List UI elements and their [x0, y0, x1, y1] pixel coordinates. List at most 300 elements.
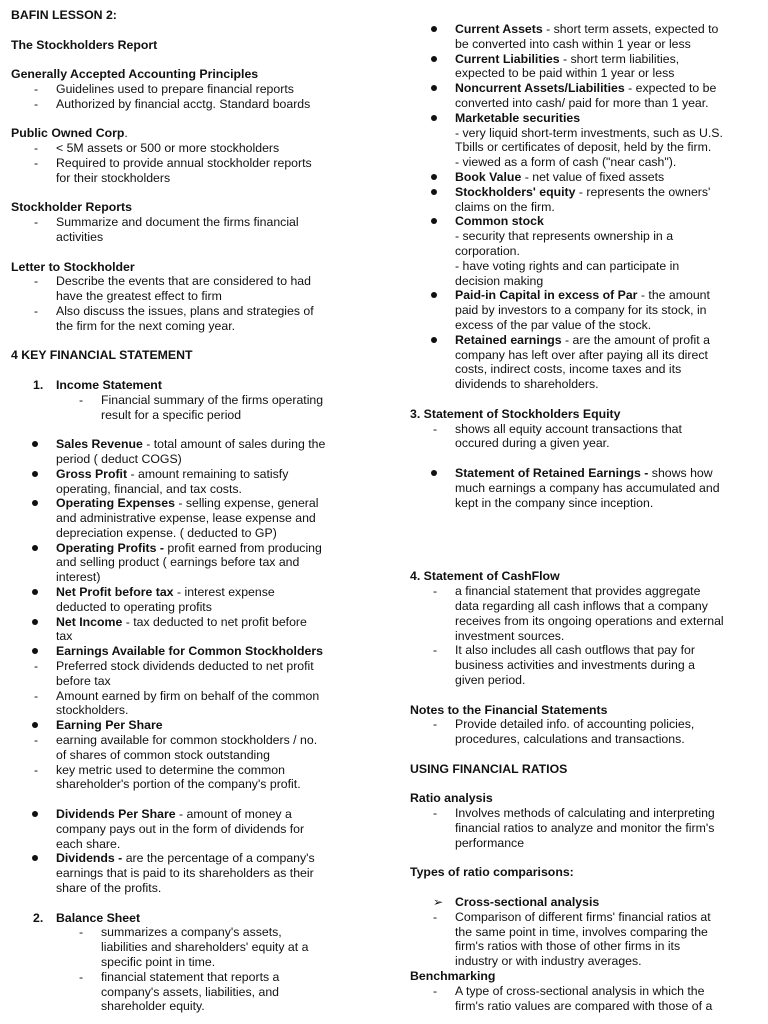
bullet-list-item: [410, 81, 758, 96]
dash-list-item: [11, 763, 363, 778]
dash-marker: -: [433, 584, 438, 599]
bullet-list-item: [410, 214, 758, 229]
continuation-line: [410, 348, 758, 363]
continuation-line: [11, 881, 363, 896]
text: The Stockholders Report: [11, 37, 158, 52]
continuation-line: [410, 436, 758, 451]
list-item-text: before tax: [56, 673, 111, 688]
bullet-list-item: [11, 496, 363, 511]
bullet-icon: [431, 470, 437, 476]
section-heading: [11, 260, 363, 275]
list-item-text: company pays out in the form of dividends for: [56, 821, 305, 836]
definition: - short term assets, expected to: [542, 22, 719, 36]
text: BAFIN LESSON 2:: [11, 8, 117, 22]
list-item-text: decision making: [455, 273, 544, 288]
spacer: [410, 451, 758, 466]
list-item-text: Preferred stock dividends deducted to net profit: [56, 659, 314, 674]
list-item-text: the firm for the next coming year.: [56, 318, 236, 333]
list-item-text: business activities and investments during a: [455, 658, 695, 673]
list-item-text: key metric used to determine the common: [56, 762, 285, 777]
list-item-text: interest): [56, 570, 101, 585]
continuation-line: [11, 555, 363, 570]
term: Dividends Per Share: [56, 807, 176, 822]
continuation-line: [410, 481, 758, 496]
dash-list-item: [11, 393, 363, 408]
list-item-text: performance: [455, 835, 525, 850]
dash-marker: -: [433, 421, 438, 436]
term: Marketable securities: [455, 110, 581, 125]
list-item-text: excess of the par value of the stock.: [455, 317, 652, 332]
list-item-text: Tbills or certificates of deposit, held by the firm.: [455, 140, 712, 155]
dash-list-item: [11, 659, 363, 674]
text: 4. Statement of CashFlow: [410, 569, 560, 584]
continuation-line: [410, 658, 758, 673]
continuation-line: [410, 200, 758, 215]
spacer: [410, 688, 758, 703]
continuation-line: [11, 629, 363, 644]
section-heading: [410, 969, 758, 984]
bullet-icon: [32, 648, 38, 654]
list-item-text: tax: [56, 629, 73, 644]
numbered-heading: [11, 378, 363, 393]
arrow-icon: ➢: [433, 895, 444, 910]
term: Paid-in Capital in excess of Par: [455, 288, 638, 303]
spacer: [11, 186, 363, 201]
list-item-text: each share.: [56, 836, 121, 851]
list-item-text: Financial summary of the firms operating: [101, 392, 324, 407]
list-item-text: given period.: [455, 673, 526, 688]
continuation-line: [11, 171, 363, 186]
definition: profit earned from producing: [163, 540, 322, 555]
continuation-line: [11, 674, 363, 689]
list-item-text: Comparison of different firms' financial ratios at: [455, 909, 711, 924]
continuation-line: [410, 954, 758, 969]
continuation-line: [410, 303, 758, 318]
section-heading: [11, 348, 363, 363]
term: Earnings Available for Common Stockholders: [56, 644, 323, 659]
spacer: [410, 392, 758, 407]
list-item-text: liabilities and shareholders' equity at a: [101, 940, 309, 955]
continuation-line: [410, 229, 758, 244]
term: Sales Revenue: [56, 437, 143, 452]
dash-list-item: [410, 584, 758, 599]
continuation-line: [11, 703, 363, 718]
heading-text: Income Statement: [56, 377, 162, 392]
list-item-text: shows all equity account transactions that: [455, 421, 682, 436]
dash-list-item: [410, 910, 758, 925]
list-item-text: financial ratios to analyze and monitor the firm's: [455, 821, 715, 836]
definition: - amount remaining to satisfy: [127, 466, 289, 481]
continuation-line: [410, 377, 758, 392]
continuation-line: [410, 259, 758, 274]
term: Earning Per Share: [56, 718, 163, 733]
text: Generally Accepted Accounting Principles: [11, 67, 259, 82]
continuation-line: [11, 408, 363, 423]
section-heading: [410, 703, 758, 718]
list-item-text: < 5M assets or 500 or more stockholders: [56, 141, 280, 156]
list-item-text: company's assets, liabilities, and: [101, 984, 280, 999]
bullet-icon: [32, 471, 38, 477]
bullet-icon: [431, 292, 437, 298]
list-item-text: - have voting rights and can participate in: [455, 258, 680, 273]
list-item-text: Provide detailed info. of accounting policies,: [455, 717, 695, 732]
term: Cross-sectional analysis: [455, 895, 600, 910]
text: Types of ratio comparisons:: [410, 865, 574, 880]
definition: shows how: [648, 465, 713, 480]
continuation-line: [410, 274, 758, 289]
spacer: [11, 422, 363, 437]
continuation-line: [410, 732, 758, 747]
term: Current Liabilities: [455, 51, 560, 66]
list-item-text: It also includes all cash outflows that pay for: [455, 643, 695, 658]
dash-marker: -: [79, 392, 84, 407]
dash-marker: -: [34, 215, 39, 230]
spacer: [410, 880, 758, 895]
dash-marker: -: [433, 983, 438, 998]
continuation-line: [11, 940, 363, 955]
bullet-list-item: [11, 437, 363, 452]
term: Retained earnings: [455, 332, 562, 347]
heading-suffix: .: [124, 126, 128, 141]
text: 3. Statement of Stockholders Equity: [410, 406, 621, 421]
heading-text: Balance Sheet: [56, 910, 141, 925]
term: Net Profit before tax: [56, 585, 174, 600]
text: Benchmarking: [410, 969, 496, 983]
continuation-line: [11, 482, 363, 497]
dash-list-item: [11, 304, 363, 319]
term: Operating Profits -: [56, 540, 164, 555]
list-item-text: industry or with industry averages.: [455, 954, 642, 969]
continuation-line: [11, 837, 363, 852]
text: Notes to the Financial Statements: [410, 702, 608, 717]
bullet-icon: [431, 115, 437, 121]
continuation-line: [410, 37, 758, 52]
continuation-line: [410, 244, 758, 259]
dash-marker: -: [34, 96, 39, 111]
bullet-icon: [431, 174, 437, 180]
list-item-text: expected to be paid within 1 year or less: [455, 66, 675, 81]
section-heading: [410, 865, 758, 880]
list-item-text: period ( deduct COGS): [56, 451, 182, 466]
bullet-icon: [32, 811, 38, 817]
bullet-icon: [32, 855, 38, 861]
definition: - represents the owners': [575, 184, 711, 199]
list-item-text: activities: [56, 229, 104, 244]
section-heading: [11, 8, 363, 23]
dash-marker: -: [34, 688, 39, 703]
dash-marker: -: [34, 274, 39, 289]
definition: - net value of fixed assets: [521, 169, 665, 184]
list-item-text: kept in the company since inception.: [455, 495, 654, 510]
list-item-text: corporation.: [455, 243, 520, 258]
list-item-text: of shares of common stock outstanding: [56, 747, 270, 762]
continuation-line: [410, 155, 758, 170]
list-item-text: Guidelines used to prepare financial reports: [56, 81, 294, 96]
text: Ratio analysis: [410, 791, 493, 806]
dash-list-item: [11, 970, 363, 985]
spacer: [11, 23, 363, 38]
list-item-text: A type of cross-sectional analysis in which the: [455, 983, 705, 998]
term: Book Value: [455, 169, 522, 184]
dash-marker: -: [34, 762, 39, 777]
continuation-line: [11, 822, 363, 837]
term: Noncurrent Assets/Liabilities: [455, 81, 625, 96]
continuation-line: [11, 570, 363, 585]
continuation-line: [11, 526, 363, 541]
continuation-line: [11, 600, 363, 615]
list-item-text: company has left over after paying all its direct: [455, 347, 708, 362]
numbered-heading: [11, 911, 363, 926]
continuation-line: [410, 821, 758, 836]
bullet-list-item: [410, 288, 758, 303]
section-heading: [410, 762, 758, 777]
continuation-line: [410, 614, 758, 629]
continuation-line: [410, 140, 758, 155]
bullet-list-item: [11, 585, 363, 600]
dash-marker: -: [34, 141, 39, 156]
continuation-line: [410, 126, 758, 141]
dash-list-item: [11, 274, 363, 289]
continuation-line: [410, 318, 758, 333]
list-item-text: Describe the events that are considered to had: [56, 274, 311, 289]
left-column: [11, 8, 363, 1014]
dash-list-item: [11, 733, 363, 748]
dash-marker: -: [433, 717, 438, 732]
continuation-line: [11, 955, 363, 970]
list-item-text: and administrative expense, lease expense and: [56, 511, 316, 526]
definition: - interest expense: [173, 585, 275, 600]
continuation-line: [11, 452, 363, 467]
arrow-list-item: [410, 895, 758, 910]
list-item-text: shareholder's portion of the company's profit.: [56, 777, 301, 792]
continuation-line: [11, 319, 363, 334]
continuation-line: [410, 599, 758, 614]
list-item-text: - security that represents ownership in a: [455, 229, 674, 244]
spacer: [410, 555, 758, 570]
definition: - total amount of sales during the: [142, 437, 326, 452]
dash-list-item: [11, 215, 363, 230]
bullet-list-item: [410, 52, 758, 67]
dash-marker: -: [433, 643, 438, 658]
list-item-text: depreciation expense. ( deducted to GP): [56, 525, 277, 540]
list-item-text: Amount earned by firm on behalf of the common: [56, 688, 320, 703]
list-item-text: - very liquid short-term investments, such as U.S.: [455, 125, 723, 140]
list-item-text: Also discuss the issues, plans and strategies of: [56, 303, 314, 318]
list-item-text: much earnings a company has accumulated and: [455, 480, 720, 495]
continuation-line: [410, 66, 758, 81]
dash-list-item: [11, 97, 363, 112]
list-item-text: - viewed as a form of cash ("near cash").: [455, 155, 677, 170]
continuation-line: [11, 985, 363, 1000]
dash-marker: -: [34, 81, 39, 96]
spacer: [11, 896, 363, 911]
dash-list-item: [410, 984, 758, 999]
right-column: [410, 22, 758, 1013]
bullet-list-item: [11, 541, 363, 556]
bullet-list-item: [11, 467, 363, 482]
dash-list-item: [410, 422, 758, 437]
continuation-line: [11, 230, 363, 245]
dash-list-item: [11, 156, 363, 171]
list-item-text: procedures, calculations and transactions.: [455, 732, 685, 747]
continuation-line: [11, 999, 363, 1014]
spacer: [11, 792, 363, 807]
list-item-text: firm's ratio values are compared with those of a: [455, 998, 713, 1013]
definition: - amount of money a: [175, 807, 292, 822]
definition: - selling expense, general: [174, 496, 319, 511]
bullet-list-item: [11, 807, 363, 822]
term: Net Income: [56, 614, 123, 629]
continuation-line: [11, 289, 363, 304]
list-item-text: occured during a given year.: [455, 436, 610, 451]
list-item-text: Required to provide annual stockholder reports: [56, 155, 312, 170]
continuation-line: [410, 939, 758, 954]
list-item-text: specific point in time.: [101, 955, 216, 969]
bullet-icon: [431, 189, 437, 195]
spacer: [11, 112, 363, 127]
spacer: [11, 52, 363, 67]
dash-marker: -: [34, 155, 39, 170]
spacer: [410, 540, 758, 555]
continuation-line: [410, 629, 758, 644]
bullet-list-item: [11, 718, 363, 733]
dash-list-item: [11, 141, 363, 156]
term: Statement of Retained Earnings -: [455, 465, 649, 480]
spacer: [410, 525, 758, 540]
list-item-text: investment sources.: [455, 628, 565, 643]
bullet-list-item: [410, 333, 758, 348]
list-number: 1.: [33, 377, 44, 392]
definition: - the amount: [637, 288, 710, 303]
bullet-list-item: [410, 466, 758, 481]
list-number: 2.: [33, 910, 44, 925]
continuation-line: [410, 496, 758, 511]
list-item-text: financial statement that reports a: [101, 969, 280, 984]
dash-marker: -: [34, 733, 39, 748]
definition: - short term liabilities,: [559, 51, 680, 66]
spacer: [11, 245, 363, 260]
continuation-line: [11, 511, 363, 526]
list-item-text: deducted to operating profits: [56, 599, 212, 614]
spacer: [410, 510, 758, 525]
list-item-text: summarizes a company's assets,: [101, 925, 282, 940]
text: 4 KEY FINANCIAL STATEMENT: [11, 348, 193, 363]
list-item-text: a financial statement that provides aggregate: [455, 584, 701, 599]
list-item-text: earnings that is paid to its shareholders as their: [56, 866, 314, 881]
dash-list-item: [410, 717, 758, 732]
list-item-text: dividends to shareholders.: [455, 377, 599, 392]
term: Stockholders' equity: [455, 184, 576, 199]
list-item-text: for their stockholders: [56, 170, 171, 185]
list-item-text: result for a specific period: [101, 407, 242, 422]
continuation-line: [11, 748, 363, 763]
spacer: [410, 777, 758, 792]
section-heading: [410, 791, 758, 806]
bullet-icon: [32, 619, 38, 625]
list-item-text: receives from its ongoing operations and external: [455, 613, 724, 628]
continuation-line: [11, 866, 363, 881]
section-heading: [410, 569, 758, 584]
dash-marker: -: [433, 909, 438, 924]
bullet-icon: [32, 722, 38, 728]
bullet-list-item: [410, 170, 758, 185]
dash-marker: -: [79, 925, 84, 940]
bullet-icon: [32, 545, 38, 551]
list-item-text: converted into cash/ paid for more than 1 year.: [455, 95, 709, 110]
list-item-text: operating, financial, and tax costs.: [56, 481, 242, 496]
bullet-icon: [431, 56, 437, 62]
definition: - expected to be: [624, 81, 717, 96]
dash-marker: -: [34, 303, 39, 318]
text: Letter to Stockholder: [11, 259, 135, 274]
list-item-text: Involves methods of calculating and interpreting: [455, 806, 715, 821]
section-heading: [410, 407, 758, 422]
list-item-text: and selling product ( earnings before tax and: [56, 555, 300, 570]
list-item-text: data regarding all cash inflows that a company: [455, 599, 708, 614]
bullet-icon: [431, 218, 437, 224]
bullet-list-item: [410, 185, 758, 200]
section-heading: [11, 38, 363, 53]
dash-list-item: [410, 806, 758, 821]
continuation-line: [410, 925, 758, 940]
text: Stockholder Reports: [11, 200, 132, 215]
spacer: [11, 334, 363, 349]
spacer: [410, 851, 758, 866]
term: Gross Profit: [56, 466, 128, 481]
bullet-icon: [431, 26, 437, 32]
continuation-line: [410, 999, 758, 1014]
term: Common stock: [455, 214, 544, 229]
dash-marker: -: [79, 969, 84, 984]
list-item-text: claims on the firm.: [455, 199, 555, 214]
bullet-icon: [32, 441, 38, 447]
list-item-text: share of the profits.: [56, 881, 162, 896]
bullet-list-item: [410, 111, 758, 126]
bullet-icon: [431, 85, 437, 91]
text: USING FINANCIAL RATIOS: [410, 761, 568, 776]
definition: - are the amount of profit a: [561, 332, 710, 347]
continuation-line: [410, 836, 758, 851]
dash-marker: -: [433, 806, 438, 821]
continuation-line: [410, 362, 758, 377]
dash-list-item: [11, 925, 363, 940]
bullet-icon: [32, 589, 38, 595]
continuation-line: [410, 96, 758, 111]
list-item-text: firm's ratios with those of other firms in its: [455, 939, 681, 954]
continuation-line: [11, 777, 363, 792]
definition: - tax deducted to net profit before: [122, 614, 307, 629]
dash-list-item: [410, 643, 758, 658]
definition: are the percentage of a company's: [122, 851, 315, 866]
term: Dividends -: [56, 851, 123, 866]
spacer: [410, 747, 758, 762]
list-item-text: costs, indirect costs, income taxes and its: [455, 362, 682, 377]
bullet-icon: [431, 337, 437, 343]
dash-list-item: [11, 689, 363, 704]
dash-marker: -: [34, 659, 39, 674]
list-item-text: paid by investors to a company for its stock, in: [455, 303, 707, 318]
list-item-text: be converted into cash within 1 year or less: [455, 36, 691, 51]
bullet-list-item: [410, 22, 758, 37]
term: Current Assets: [455, 22, 543, 36]
term: Operating Expenses: [56, 496, 175, 511]
continuation-line: [410, 673, 758, 688]
bullet-list-item: [11, 615, 363, 630]
bullet-list-item: [11, 851, 363, 866]
list-item-text: have the greatest effect to firm: [56, 289, 222, 304]
list-item-text: the same point in time, involves comparing the: [455, 924, 708, 939]
list-item-text: Summarize and document the firms financial: [56, 215, 299, 230]
